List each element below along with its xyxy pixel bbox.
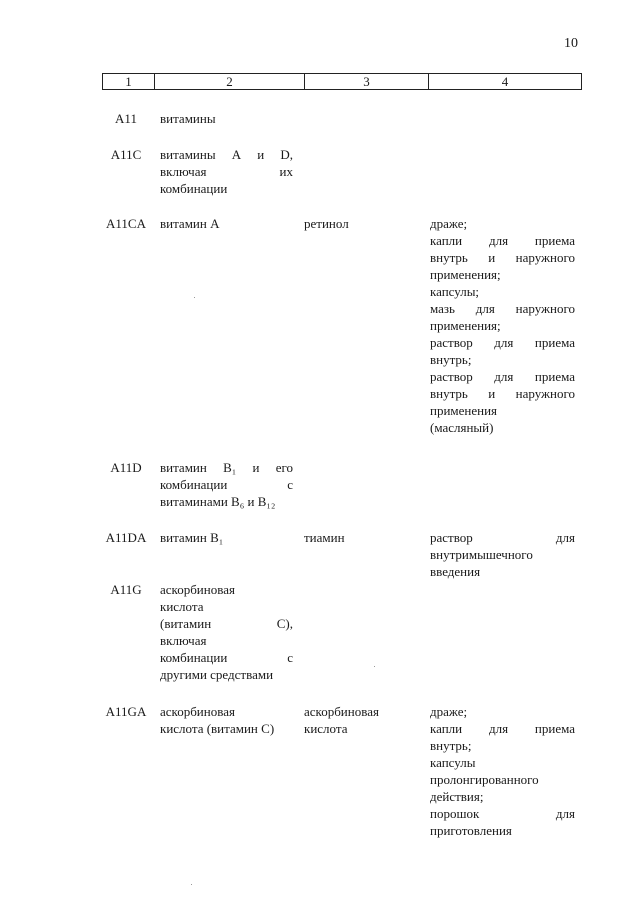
dosage-forms: драже; капли для приема внутрь; капсулы пролонгированного действия; порошок для приготовления [430,704,575,838]
atc-code: A11CA [106,216,146,231]
column-header-2: 2 [155,74,305,90]
dosage-forms: драже; капли для приема внутрь и наружного применения; капсулы; мазь для наружного применения; раствор для приема внутрь; раствор для приема внутрь и наружного применения (масляный) [430,216,575,435]
column-header-3: 3 [305,74,429,90]
group-name: аскорбиновая кислота (витамин C) [160,704,275,736]
group-name: аскорбиновая кислота (витамин C), включая комбинации с другими средствами [160,582,293,682]
column-header-1: 1 [103,74,155,90]
group-name: витамин B₁ [160,530,224,545]
atc-code: A11D [110,460,142,475]
group-name: витамины [160,111,216,126]
atc-code: A11DA [105,530,147,545]
atc-code: A11 [115,111,137,126]
group-name: витамин A [160,216,220,231]
column-header-4: 4 [429,74,582,90]
atc-code: A11GA [105,704,147,719]
group-name: витамины A и D, включая их комбинации [160,147,293,196]
atc-code: A11C [110,147,142,162]
substance-name: ретинол [304,216,349,231]
column-header-row [102,73,582,90]
dosage-forms: раствор для внутримышечного введения [430,530,575,579]
substance-name: аскорбиновая кислота [304,704,379,736]
substance-name: тиамин [304,530,345,545]
group-name: витамин B₁ и его комбинации с витаминами B₆ и B₁₂ [160,460,293,509]
scan-speck [374,666,375,667]
scan-speck [194,297,195,298]
scan-speck [191,884,192,885]
page-number: 10 [564,36,578,51]
atc-code: A11G [110,582,142,597]
